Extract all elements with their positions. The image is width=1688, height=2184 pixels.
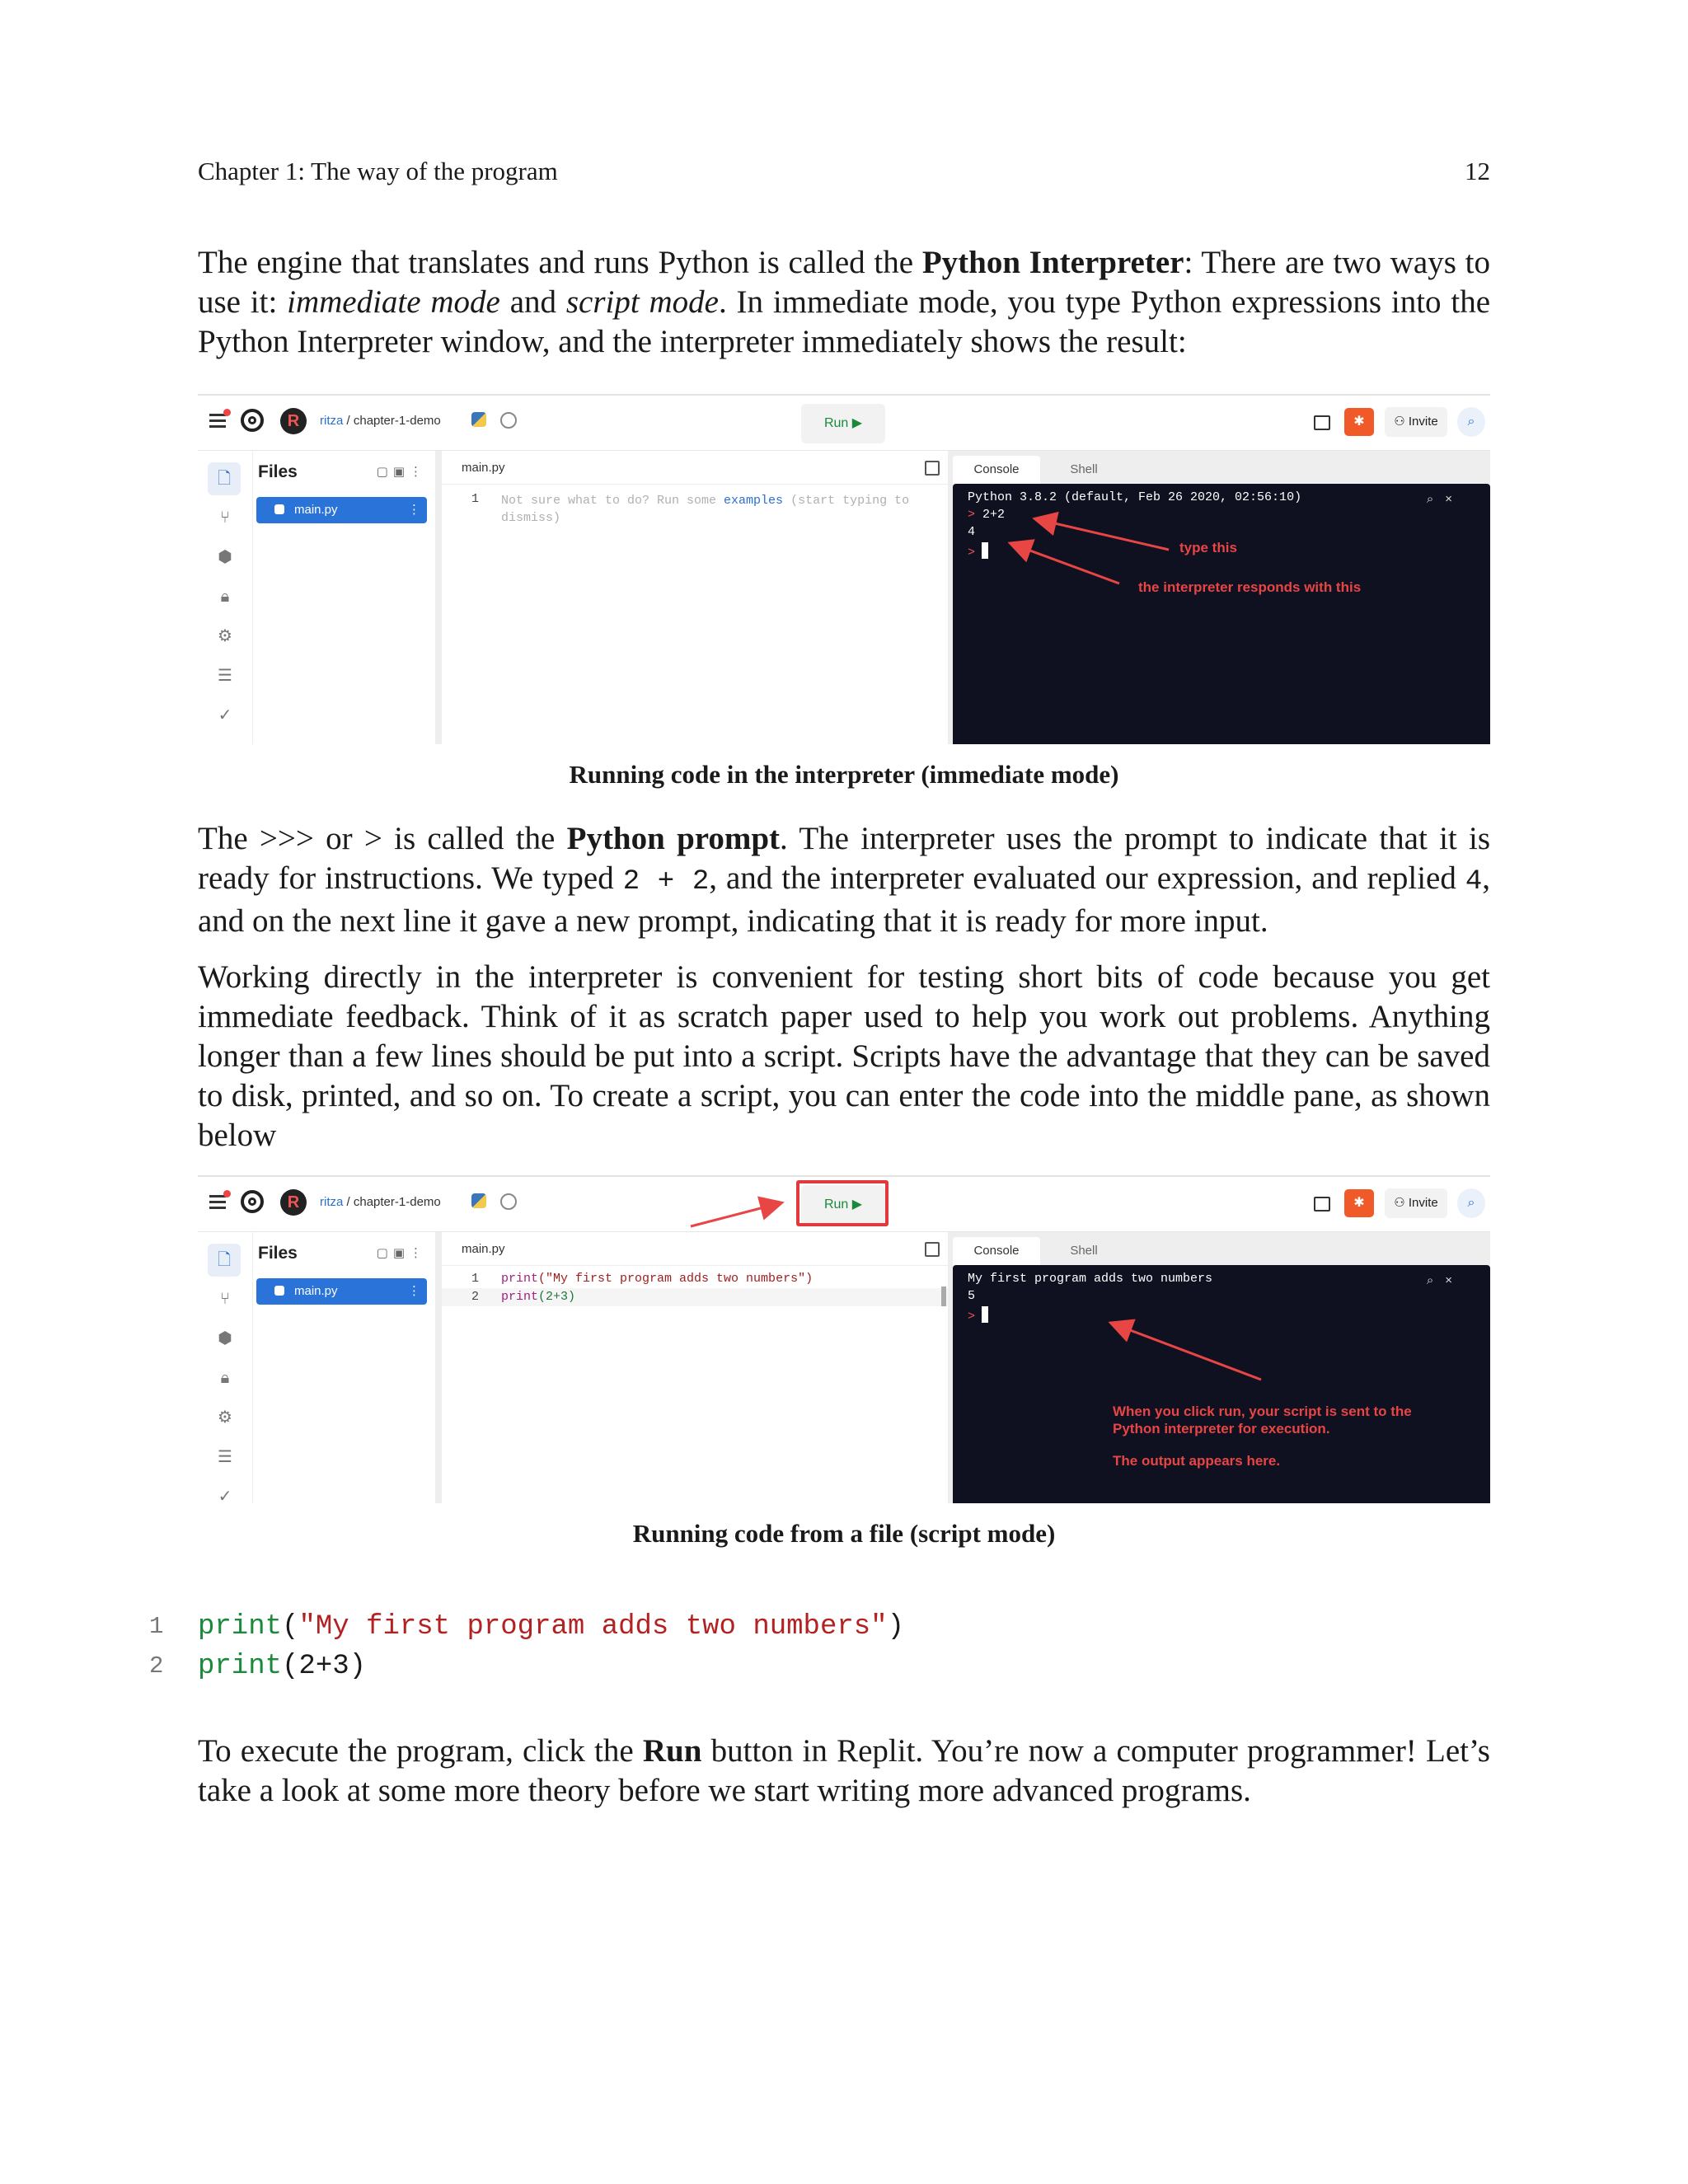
file-item-main-py[interactable]: main.py ⋮ <box>256 497 427 523</box>
breadcrumb: ritza / chapter-1-demo <box>320 414 441 428</box>
page-header <box>198 157 1490 186</box>
term-script-mode: script mode <box>565 284 719 320</box>
console-controls[interactable]: ⌕× <box>1426 1273 1464 1287</box>
tab-console[interactable]: Console <box>953 456 1040 484</box>
version-control-icon[interactable]: ⑂ <box>220 1290 230 1308</box>
screenshot-immediate-mode <box>198 394 1490 744</box>
bug-report-icon[interactable]: ✱ <box>1344 1189 1374 1217</box>
invite-button[interactable]: ⚇ Invite <box>1385 1188 1447 1218</box>
tab-shell[interactable]: Shell <box>1070 462 1098 476</box>
breadcrumb-repl[interactable]: chapter-1-demo <box>353 414 441 428</box>
term-immediate-mode: immediate mode <box>287 284 500 320</box>
line-number: 1 <box>149 1613 164 1640</box>
file-menu-icon[interactable]: ⋮ <box>408 503 420 517</box>
term-python-prompt: Python prompt <box>566 821 781 856</box>
breadcrumb-repl[interactable]: chapter-1-demo <box>353 1195 441 1209</box>
term-python-interpreter: Python Interpreter <box>921 245 1184 280</box>
search-icon[interactable]: ⌕ <box>1457 407 1485 437</box>
console-line: My first program adds two numbers <box>968 1272 1213 1286</box>
code-line: print("My first program adds two numbers") <box>198 1611 904 1643</box>
line-number: 2 <box>471 1290 480 1304</box>
annotation-arrows <box>198 394 1490 744</box>
line-number: 1 <box>471 1272 480 1286</box>
line-number: 1 <box>471 492 480 506</box>
editor-tab-main-py[interactable]: main.py <box>462 461 505 475</box>
tab-console[interactable]: Console <box>953 1237 1040 1265</box>
console-prompt: > <box>968 1306 988 1324</box>
term-run: Run <box>642 1733 702 1769</box>
code-line: print("My first program adds two numbers") <box>501 1272 814 1286</box>
run-button[interactable]: Run ▶ <box>801 404 885 443</box>
settings-gear-icon[interactable]: ⚙ <box>218 1408 232 1427</box>
examples-link[interactable]: examples <box>724 494 784 508</box>
caption-script-mode: Running code from a file (script mode) <box>632 1519 1056 1548</box>
database-icon[interactable]: ☰ <box>218 667 232 685</box>
paragraph-execute: To execute the program, click the Run button in Replit. You’re now a computer programmer! Let’s take a look at some more theory before we start writing more advanced programs. <box>198 1733 1490 1808</box>
console-line: 4 <box>968 525 976 539</box>
console-controls[interactable]: ⌕× <box>1426 492 1464 506</box>
files-title: Files <box>258 462 298 481</box>
file-actions[interactable]: ▢▣⋮ <box>376 1246 427 1260</box>
caption-immediate-mode: Running code in the interpreter (immediate mode) <box>569 760 1119 789</box>
paragraph-prompt: The >>> or > is called the Python prompt. The interpreter uses the prompt to indicate that it is ready for instructions. We typed 2 + 2, and the interpreter evaluated our expression, and replied 4, and on the next line it gave a new prompt, indicating that it is ready for more input. <box>198 821 1490 939</box>
run-button[interactable]: Run ▶ <box>801 1185 885 1225</box>
search-icon[interactable]: ⌕ <box>1457 1188 1485 1218</box>
invite-button[interactable]: ⚇ Invite <box>1385 407 1447 437</box>
breadcrumb-user[interactable]: ritza <box>320 1195 344 1209</box>
checkmark-icon[interactable]: ✓ <box>218 1488 232 1503</box>
editor-tab-main-py[interactable]: main.py <box>462 1242 505 1256</box>
console-line: Python 3.8.2 (default, Feb 26 2020, 02:56:10) <box>968 490 1302 504</box>
files-icon[interactable]: 🗋 <box>208 1244 241 1277</box>
screenshot-script-mode <box>198 1175 1490 1503</box>
file-menu-icon[interactable]: ⋮ <box>408 1284 420 1298</box>
files-title: Files <box>258 1244 298 1263</box>
packages-icon[interactable]: ⬢ <box>218 548 232 566</box>
code-line: print(2+3) <box>198 1651 367 1682</box>
avatar[interactable]: R <box>280 408 307 434</box>
page-number: 12 <box>1465 157 1490 185</box>
file-actions[interactable]: ▢▣⋮ <box>376 465 427 479</box>
annotation-run-explanation: When you click run, your script is sent to the Python interpreter for execution. <box>1113 1404 1412 1436</box>
lock-icon[interactable]: 🔒︎ <box>220 1369 230 1387</box>
avatar[interactable]: R <box>280 1189 307 1216</box>
code-line: print(2+3) <box>501 1290 576 1304</box>
breadcrumb-user[interactable]: ritza <box>320 414 344 428</box>
paragraph-scripts: Working directly in the interpreter is convenient for testing short bits of code because you get immediate feedback. Think of it as scratch paper used to help you work out problems. Anything longer than a few lines should be put into a script. Scripts have the advantage that they can be saved to disk, printed, and so on. To create a script, you can enter the code into the middle pane, as shown below <box>198 959 1490 1153</box>
file-item-main-py[interactable]: main.py ⋮ <box>256 1278 427 1305</box>
annotation-type-this: type this <box>1179 540 1237 555</box>
editor-hint: Not sure what to do? Run some examples (start typing to dismiss) <box>501 494 910 525</box>
annotation-output-appears: The output appears here. <box>1113 1453 1281 1469</box>
chapter-title: Chapter 1: The way of the program <box>198 157 558 185</box>
version-control-icon[interactable]: ⑂ <box>220 509 230 527</box>
line-number: 2 <box>149 1652 164 1680</box>
lock-icon[interactable]: 🔒︎ <box>220 588 230 606</box>
console-prompt: > <box>968 542 988 560</box>
checkmark-icon[interactable]: ✓ <box>218 706 232 724</box>
bug-report-icon[interactable]: ✱ <box>1344 408 1374 436</box>
annotation-arrows <box>198 1175 1490 1503</box>
files-icon[interactable]: 🗋 <box>208 462 241 495</box>
paragraph-intro: The engine that translates and runs Python is called the Python Interpreter: There are two ways to use it: immediate mode and script mode. In immediate mode, you type Python expressions into the Python Interpreter window, and the interpreter immediately shows the result: <box>198 245 1491 359</box>
database-icon[interactable]: ☰ <box>218 1448 232 1466</box>
console-line: > 2+2 <box>968 508 1006 522</box>
tab-shell[interactable]: Shell <box>1070 1244 1098 1258</box>
settings-gear-icon[interactable]: ⚙ <box>218 627 232 645</box>
annotation-interpreter-responds: the interpreter responds with this <box>1138 579 1362 595</box>
breadcrumb: ritza / chapter-1-demo <box>320 1195 441 1209</box>
console-line: 5 <box>968 1289 976 1303</box>
packages-icon[interactable]: ⬢ <box>218 1329 232 1347</box>
